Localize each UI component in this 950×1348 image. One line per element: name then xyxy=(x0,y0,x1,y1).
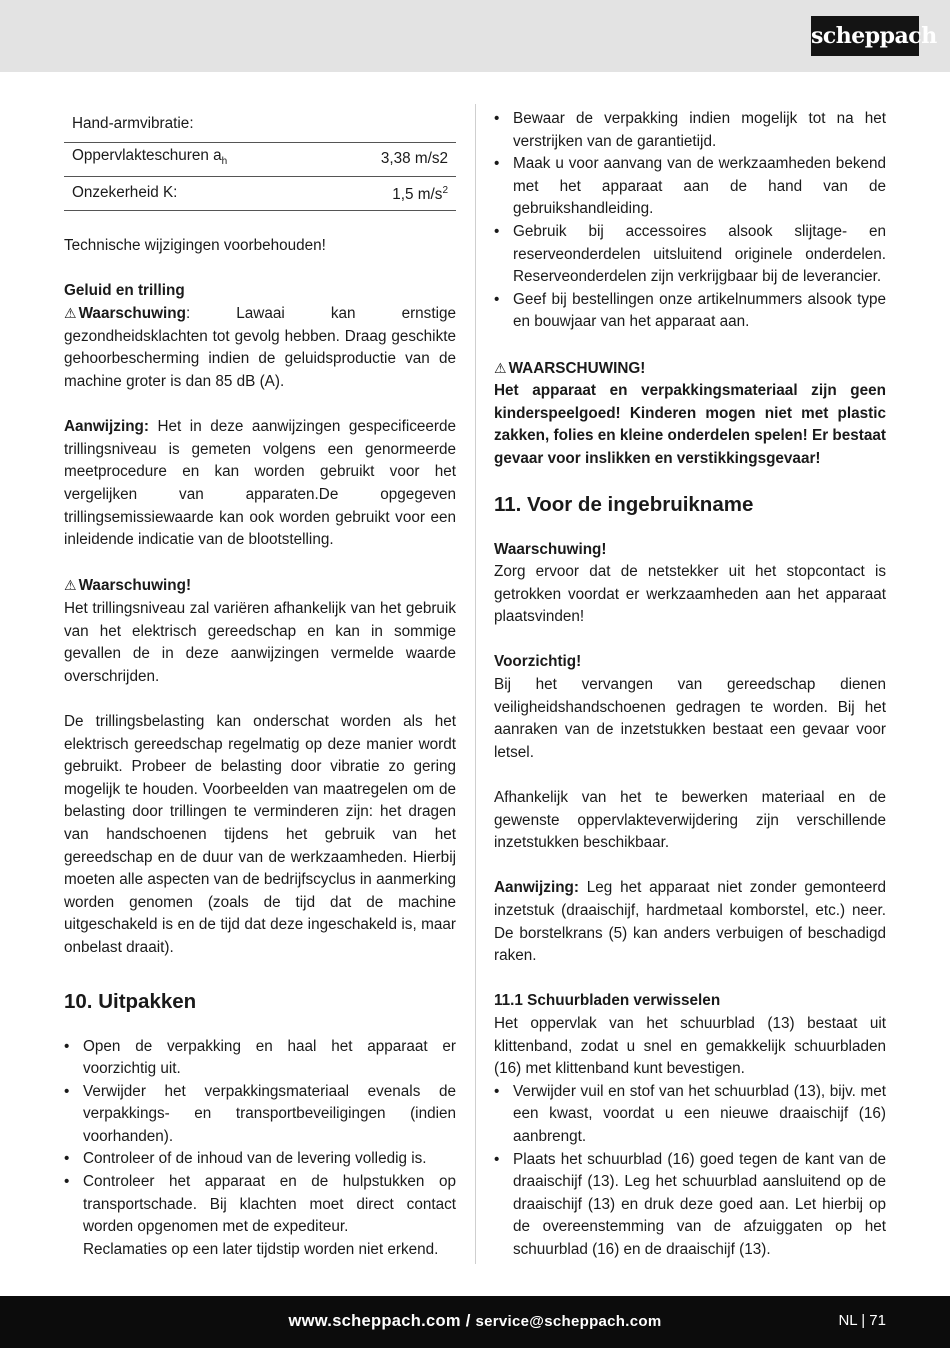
uncertainty-row-label: Onzekerheid K: xyxy=(64,176,328,210)
uncertainty-row-value: 1,5 $m/s^2$ xyxy=(328,176,456,210)
warning-triangle-icon: ⚠ xyxy=(64,577,77,594)
inserts-hint: Aanwijzing: Leg het apparaat niet zonder gemonteerd inzetstuk (draaischijf, hardmetaal komborstel, etc.) neer. De borstelkrans (5) kan anders verbuigen of beschadigd raken. xyxy=(494,879,886,965)
mains-warning-text: Zorg ervoor dat de netstekker uit het stopcontact is getrokken voordat er werkzaamheden aan het apparaat plaatsvinden! xyxy=(494,563,886,626)
list-item: • Maak u voor aanvang van de werkzaamheden bekend met het apparaat aan de hand van de gebruikshandleiding. xyxy=(494,153,886,221)
caution-heading: Voorzichtig! xyxy=(494,653,582,671)
vibration-hint: Aanwijzing: Het in deze aanwijzingen gespecificeerde trillingsniveau is gemeten volgens een genormeerde meetprocedure en kan worden gebruikt voor het vergelijken van apparaten.De opgegeven trillingsemissiewaarde kan ook worden gebruikt voor een inleidende indicatie van de blootstelling. xyxy=(64,418,456,549)
vibration-table-title: Hand-armvibratie: xyxy=(64,108,456,142)
list-item: • Controleer het apparaat en de hulpstukken op transportschade. Bij klachten moet direct contact worden opgenomen met de expediteur. xyxy=(64,1171,456,1239)
list-item: • Gebruik bij accessoires alsook slijtage- en reserveonderdelen uitsluitend originele onderdelen. Reserveonderdelen zijn verkrijgbaar bij de leverancier. xyxy=(494,221,886,289)
footer-contact: www.scheppach.com / service@scheppach.com xyxy=(288,1312,662,1330)
noise-warning: ⚠ Waarschuwing: Lawaai kan ernstige gezondheidsklachten tot gevolg hebben. Draag geschikte gehoorbescherming indien de geluidsproductie van de machine groter is dan 85 dB (A). xyxy=(64,302,456,393)
vibration-load-text: De trillingsbelasting kan onderschat worden als het elektrisch gereedschap regelmatig op deze manier wordt gebruikt. Probeer de belasting door vibratie zo gering mogelijk te houden. Voorbeelden van maatregelen om de belasting door trillingen te verminderen zijn: het dragen van handschoenen tijdens het gebruik van het gereedschap en de duur van de werkzaamheden. Hierbij moeten alle aspecten van de bedrijfscyclus in aanmerking worden genomen (zoals de tijd dat de machine uitgeschakeld is en de tijd dat deze ingeschakeld is, maar onbelast draait). xyxy=(64,712,456,956)
page-footer xyxy=(0,1296,950,1348)
unpack-list xyxy=(64,1036,456,1239)
list-item: • Open de verpakking en haal het apparaat er voorzichtig uit. xyxy=(64,1036,456,1081)
unpack-note: Reclamaties op een later tijdstip worden niet erkend. xyxy=(83,1240,439,1258)
subsection-11-1-title: 11.1 Schuurbladen verwisselen xyxy=(494,992,721,1010)
list-item: • Controleer of de inhoud van de levering volledig is. xyxy=(64,1148,456,1171)
vibration-warning-text: Het trillingsniveau zal variëren afhankelijk van het gebruik van het elektrisch gereedschap en kan in sommige gevallen de in deze aanwijzingen vermelde waarde overschrijden. xyxy=(64,600,456,685)
list-item: • Geef bij bestellingen onze artikelnummers alsook type en bouwjaar van het apparaat aan. xyxy=(494,289,886,334)
list-item: • Bewaar de verpakking indien mogelijk tot na het verstrijken van de garantietijd. xyxy=(494,108,886,153)
vibration-row-value: 3,38 m/s2 xyxy=(328,142,456,176)
right-column xyxy=(494,108,886,1262)
list-item: • Verwijder vuil en stof van het schuurblad (13), bijv. met een kwast, voordat u een nieuwe draaischijf (16) aanbrengt. xyxy=(494,1081,886,1149)
inserts-text: Afhankelijk van het te bewerken materiaal en de gewenste oppervlakteverwijdering zijn verschillende inzetstukken beschikbaar. xyxy=(494,789,886,852)
vibration-row-label: Oppervlakteschuren $a_h$ xyxy=(64,142,328,176)
mains-warning-heading: Waarschuwing! xyxy=(494,540,607,558)
section-10-title: 10. Uitpakken xyxy=(64,989,197,1013)
vibration-table xyxy=(64,108,456,211)
warning-triangle-icon: ⚠ xyxy=(64,305,77,322)
section-11-title: 11. Voor de ingebruikname xyxy=(494,492,754,516)
subsection-11-1-text: Het oppervlak van het schuurblad (13) bestaat uit klittenband, zodat u snel en gemakkelijk schuurbladen (16) met klittenband kunt bevestigen. xyxy=(494,1014,886,1078)
vibration-warning-heading: ⚠ Waarschuwing! xyxy=(64,574,456,598)
sanding-pad-list xyxy=(494,1081,886,1262)
noise-heading: Geluid en trilling xyxy=(64,281,185,299)
left-column xyxy=(64,108,456,1261)
scheppach-logo: scheppach xyxy=(811,16,919,56)
child-warning-heading: ⚠ WAARSCHUWING! xyxy=(494,357,886,381)
email-link[interactable]: service@scheppach.com xyxy=(475,1313,662,1330)
website-link[interactable]: www.scheppach.com xyxy=(288,1312,461,1330)
technical-note: Technische wijzigingen voorbehouden! xyxy=(64,236,326,254)
warning-triangle-icon: ⚠ xyxy=(494,359,507,376)
caution-text: Bij het vervangen van gereedschap dienen veiligheidshandschoenen gedragen te worden. Bij het aanraken van de inzetstukken bestaat een gevaar voor letsel. xyxy=(494,676,886,761)
child-warning-text: Het apparaat en verpakkingsmateriaal zijn geen kinderspeelgoed! Kinderen mogen niet met plastic zakken, folies en kleine onderdelen spelen! Er bestaat gevaar voor inslikken en verstikkingsgevaar! xyxy=(494,382,886,467)
packaging-list xyxy=(494,108,886,334)
list-item: • Verwijder het verpakkingsmateriaal evenals de verpakkings- en transportbeveiligingen (indien voorhanden). xyxy=(64,1081,456,1149)
column-divider xyxy=(475,104,476,1264)
page-header xyxy=(0,0,950,72)
list-item: • Plaats het schuurblad (16) goed tegen de kant van de draaischijf (13). Leg het schuurblad aansluitend op de draaischijf (13) en druk deze goed aan. Let hierbij op de overeenstemming van de afzuiggaten op het schuurblad (16) en de draaischijf (13). xyxy=(494,1149,886,1262)
page-number: NL | 71 xyxy=(838,1312,886,1329)
